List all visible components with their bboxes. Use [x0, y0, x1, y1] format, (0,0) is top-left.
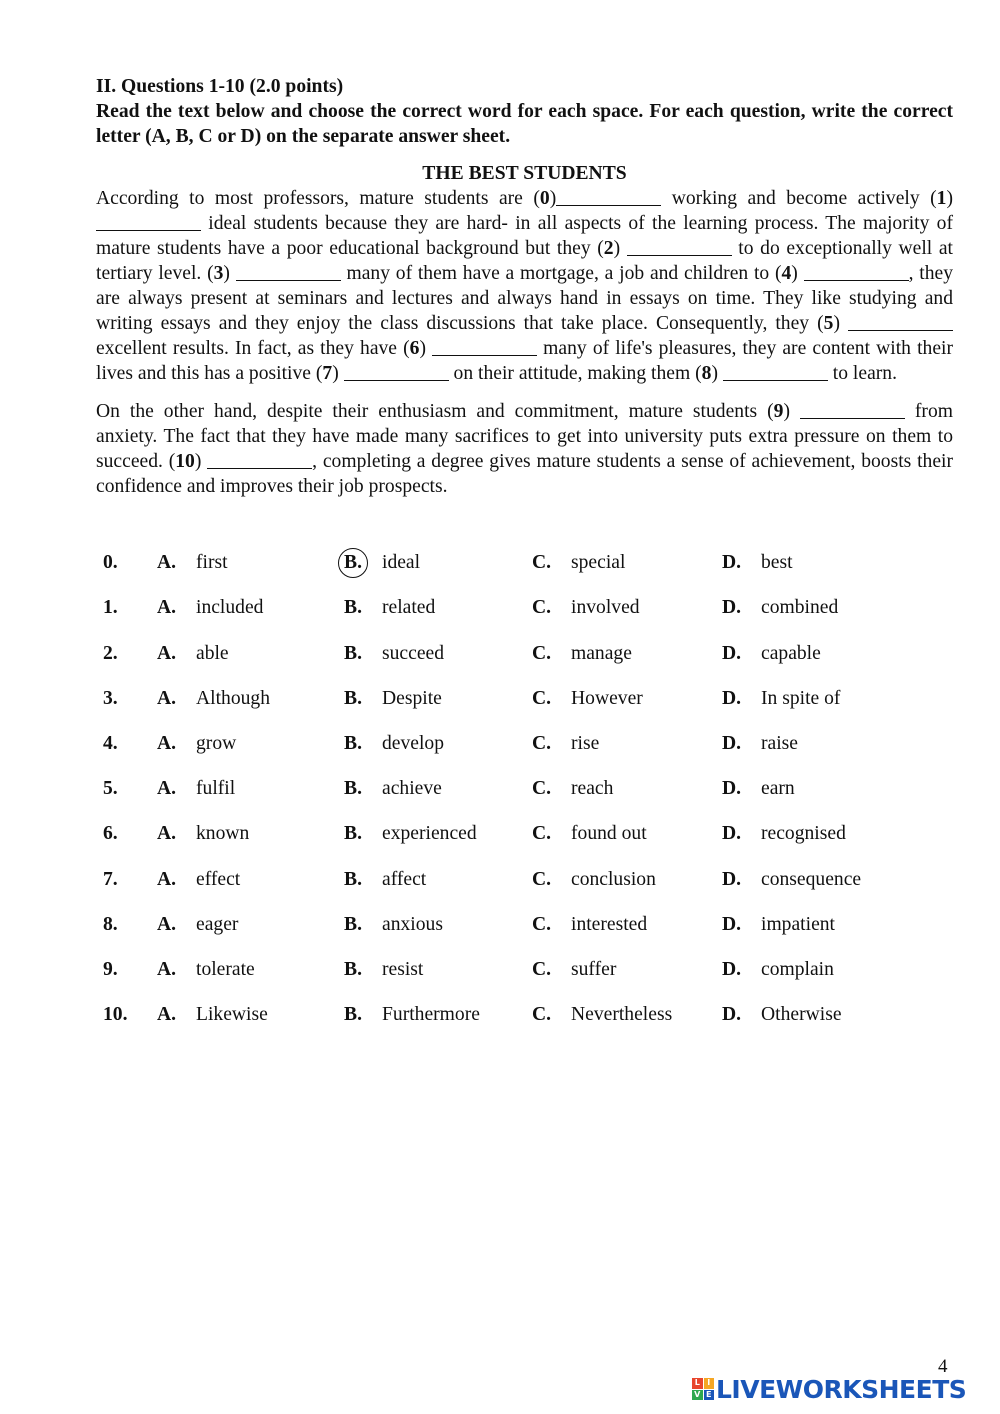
text: on their attitude, making them ( [448, 363, 702, 384]
option-letter-b[interactable]: B. [344, 688, 362, 709]
question-row-2 [0, 639, 1000, 669]
option-letter-a[interactable]: A. [157, 643, 177, 664]
gap-number: 8 [701, 363, 712, 384]
answer-blank-8[interactable] [723, 361, 828, 381]
option-c[interactable]: special [571, 552, 626, 573]
text: ) [791, 263, 804, 284]
option-letter-b-circled[interactable] [344, 548, 368, 578]
option-b[interactable]: develop [382, 733, 445, 754]
option-letter-b[interactable]: B. [344, 733, 362, 754]
text: ) [833, 313, 848, 334]
option-letter-a[interactable]: A. [157, 959, 177, 980]
text: ) [946, 188, 953, 209]
option-letter-c[interactable]: C. [532, 643, 552, 664]
answer-blank-5[interactable] [848, 311, 953, 331]
gap-number: 9 [773, 401, 784, 422]
option-a[interactable]: first [196, 552, 228, 573]
option-b[interactable]: ideal [382, 552, 421, 573]
option-b[interactable]: Furthermore [382, 1004, 480, 1025]
option-letter-c[interactable]: C. [532, 597, 552, 618]
text: ) [223, 263, 236, 284]
question-number: 3. [103, 688, 118, 709]
liveworksheets-logo-icon [692, 1378, 714, 1400]
option-letter-b[interactable]: B. [344, 959, 362, 980]
answer-blank-9[interactable] [800, 399, 905, 419]
question-number: 7. [103, 869, 118, 890]
passage-title: THE BEST STUDENTS [422, 163, 627, 184]
option-b[interactable]: Despite [382, 688, 442, 709]
option-letter-b[interactable]: B. [344, 914, 362, 935]
question-row-0 [0, 548, 1000, 578]
text: from anxiety. The fact that they have made many sacrifices to get into university puts extra pressure on them to succeed. ( [96, 401, 953, 472]
option-letter-b[interactable]: B. [344, 597, 362, 618]
question-number: 9. [103, 959, 118, 980]
option-letter-d[interactable]: D. [722, 597, 742, 618]
logo-tile: E [704, 1390, 715, 1401]
option-letter-d[interactable]: D. [722, 733, 742, 754]
question-row-6 [0, 819, 1000, 849]
question-number: 4. [103, 733, 118, 754]
answer-blank-7[interactable] [344, 361, 449, 381]
text: ) [613, 238, 627, 259]
option-letter-c[interactable]: C. [532, 733, 552, 754]
option-c[interactable]: suffer [571, 959, 617, 980]
gap-number: 10 [175, 451, 195, 472]
option-a[interactable]: tolerate [196, 959, 255, 980]
option-c[interactable]: conclusion [571, 869, 656, 890]
option-d[interactable]: earn [761, 778, 795, 799]
question-row-10 [0, 1000, 1000, 1030]
page-number: 4 [938, 1356, 948, 1377]
option-d[interactable]: capable [761, 643, 821, 664]
text: to do exceptionally well at tertiary level. ( [96, 238, 953, 284]
option-b[interactable]: related [382, 597, 436, 618]
gap-number: 4 [781, 263, 792, 284]
option-d[interactable]: raise [761, 733, 798, 754]
option-letter-a[interactable]: A. [157, 1004, 177, 1025]
option-d[interactable]: In spite of [761, 688, 841, 709]
text: ) [711, 363, 723, 384]
question-number: 1. [103, 597, 118, 618]
option-d[interactable]: combined [761, 597, 839, 618]
question-number: 0. [103, 552, 118, 573]
option-a[interactable]: Although [196, 688, 271, 709]
answer-blank-10[interactable] [207, 449, 312, 469]
text: ) [783, 401, 800, 422]
text: ) [419, 338, 433, 359]
option-a[interactable]: able [196, 643, 229, 664]
option-letter-c[interactable]: C. [532, 688, 552, 709]
gap-number: 3 [213, 263, 224, 284]
text: ) [332, 363, 344, 384]
option-letter-b[interactable]: B. [344, 823, 362, 844]
logo-tile: V [692, 1390, 703, 1401]
text: excellent results. In fact, as they have ( [96, 338, 410, 359]
option-letter-c[interactable]: C. [532, 823, 552, 844]
gap-number: 1 [936, 188, 947, 209]
option-letter-a[interactable]: A. [157, 914, 177, 935]
question-row-1 [0, 593, 1000, 623]
text: working and become actively ( [661, 188, 937, 209]
option-letter-a[interactable]: A. [157, 597, 177, 618]
option-c[interactable]: reach [571, 778, 614, 799]
text: ) [549, 188, 557, 209]
liveworksheets-logo[interactable] [692, 1374, 966, 1404]
text: many of them have a mortgage, a job and children to ( [340, 263, 782, 284]
option-d[interactable]: recognised [761, 823, 846, 844]
option-letter-a[interactable]: A. [157, 688, 177, 709]
option-letter-c[interactable]: C. [532, 914, 552, 935]
question-row-4 [0, 729, 1000, 759]
option-c[interactable]: found out [571, 823, 647, 844]
passage-paragraph-2 [96, 399, 953, 499]
option-a[interactable]: eager [196, 914, 239, 935]
gap-number: 0 [539, 188, 550, 209]
option-c[interactable]: involved [571, 597, 640, 618]
question-number: 2. [103, 643, 118, 664]
option-d[interactable]: impatient [761, 914, 836, 935]
text: ideal students because they are hard- in all aspects of the learning process. The majority of mature students have a poor educational background but they ( [96, 213, 953, 259]
option-letter-a[interactable]: A. [157, 869, 177, 890]
question-row-3 [0, 684, 1000, 714]
text: to learn. [827, 363, 897, 384]
logo-text: LIVEWORKSHEETS [716, 1374, 967, 1404]
option-c[interactable]: However [571, 688, 643, 709]
option-a[interactable]: included [196, 597, 264, 618]
instructions: Read the text below and choose the correct word for each space. For each question, write the correct letter (A, B, C or D) on the separate answer sheet. [96, 101, 953, 147]
option-letter-a[interactable]: A. [157, 552, 177, 573]
answer-blank-0[interactable] [556, 186, 661, 206]
gap-number: 7 [322, 363, 333, 384]
gap-number: 5 [823, 313, 834, 334]
option-letter-a[interactable]: A. [157, 823, 177, 844]
answer-blank-1[interactable] [96, 211, 201, 231]
question-row-5 [0, 774, 1000, 804]
option-letter-d[interactable]: D. [722, 552, 742, 573]
option-a[interactable]: grow [196, 733, 237, 754]
text: , they are always present at seminars and lectures and always hand in essays on time. They like studying and writing essays and they enjoy the class discussions that take place. Consequently, they ( [96, 263, 953, 334]
option-d[interactable]: consequence [761, 869, 862, 890]
option-letter-d[interactable]: D. [722, 914, 742, 935]
option-a[interactable]: effect [196, 869, 241, 890]
gap-number: 6 [409, 338, 420, 359]
option-b[interactable]: anxious [382, 914, 443, 935]
question-number: 6. [103, 823, 118, 844]
logo-tile: L [692, 1378, 703, 1389]
text: many of life's pleasures, they are content with their lives and this has a positive ( [96, 338, 953, 384]
option-a[interactable]: Likewise [196, 1004, 268, 1025]
worksheet-page [96, 74, 953, 499]
answer-blank-6[interactable] [432, 336, 537, 356]
option-letter-d[interactable]: D. [722, 643, 742, 664]
option-b[interactable]: affect [382, 869, 427, 890]
option-letter-d[interactable]: D. [722, 959, 742, 980]
option-letter-d[interactable]: D. [722, 778, 742, 799]
answer-blank-2[interactable] [627, 236, 732, 256]
option-c[interactable]: interested [571, 914, 648, 935]
option-d[interactable]: best [761, 552, 793, 573]
option-b[interactable]: resist [382, 959, 424, 980]
gap-number: 2 [603, 238, 614, 259]
passage-paragraph-1 [96, 186, 953, 386]
option-c[interactable]: manage [571, 643, 632, 664]
question-number: 8. [103, 914, 118, 935]
option-letter-c[interactable]: C. [532, 959, 552, 980]
option-d[interactable]: complain [761, 959, 834, 980]
option-letter-c[interactable]: C. [532, 1004, 552, 1025]
answer-blank-4[interactable] [804, 261, 909, 281]
option-letter-c[interactable]: C. [532, 778, 552, 799]
question-number: 10. [103, 1004, 128, 1025]
option-letter-d[interactable]: D. [722, 869, 742, 890]
option-c[interactable]: rise [571, 733, 600, 754]
question-number: 5. [103, 778, 118, 799]
option-letter-d[interactable]: D. [722, 688, 742, 709]
option-letter-b[interactable]: B. [344, 1004, 362, 1025]
option-b[interactable]: achieve [382, 778, 442, 799]
option-letter-a[interactable]: A. [157, 733, 177, 754]
question-row-9 [0, 955, 1000, 985]
option-b[interactable]: succeed [382, 643, 445, 664]
option-letter-b[interactable]: B. [344, 869, 362, 890]
option-a[interactable]: fulfil [196, 778, 236, 799]
option-b[interactable]: experienced [382, 823, 477, 844]
option-a[interactable]: known [196, 823, 250, 844]
logo-tile: I [704, 1378, 715, 1389]
option-letter-b[interactable]: B. [344, 643, 362, 664]
option-letter-d[interactable]: D. [722, 823, 742, 844]
text: According to most professors, mature students are ( [96, 188, 540, 209]
answer-blank-3[interactable] [236, 261, 341, 281]
text: , completing a degree gives mature students a sense of achievement, boosts their confidence and improves their job prospects. [96, 451, 953, 497]
option-letter-b[interactable]: B. [344, 778, 362, 799]
option-letter-a[interactable]: A. [157, 778, 177, 799]
text: On the other hand, despite their enthusiasm and commitment, mature students ( [96, 401, 774, 422]
text: ) [194, 451, 208, 472]
section-heading: II. Questions 1-10 (2.0 points) [96, 76, 344, 97]
question-row-8 [0, 910, 1000, 940]
option-letter-c[interactable]: C. [532, 869, 552, 890]
circled-answer: B. [338, 548, 368, 578]
option-letter-c[interactable]: C. [532, 552, 552, 573]
option-c[interactable]: Nevertheless [571, 1004, 673, 1025]
option-d[interactable]: Otherwise [761, 1004, 842, 1025]
option-letter-d[interactable]: D. [722, 1004, 742, 1025]
question-row-7 [0, 865, 1000, 895]
